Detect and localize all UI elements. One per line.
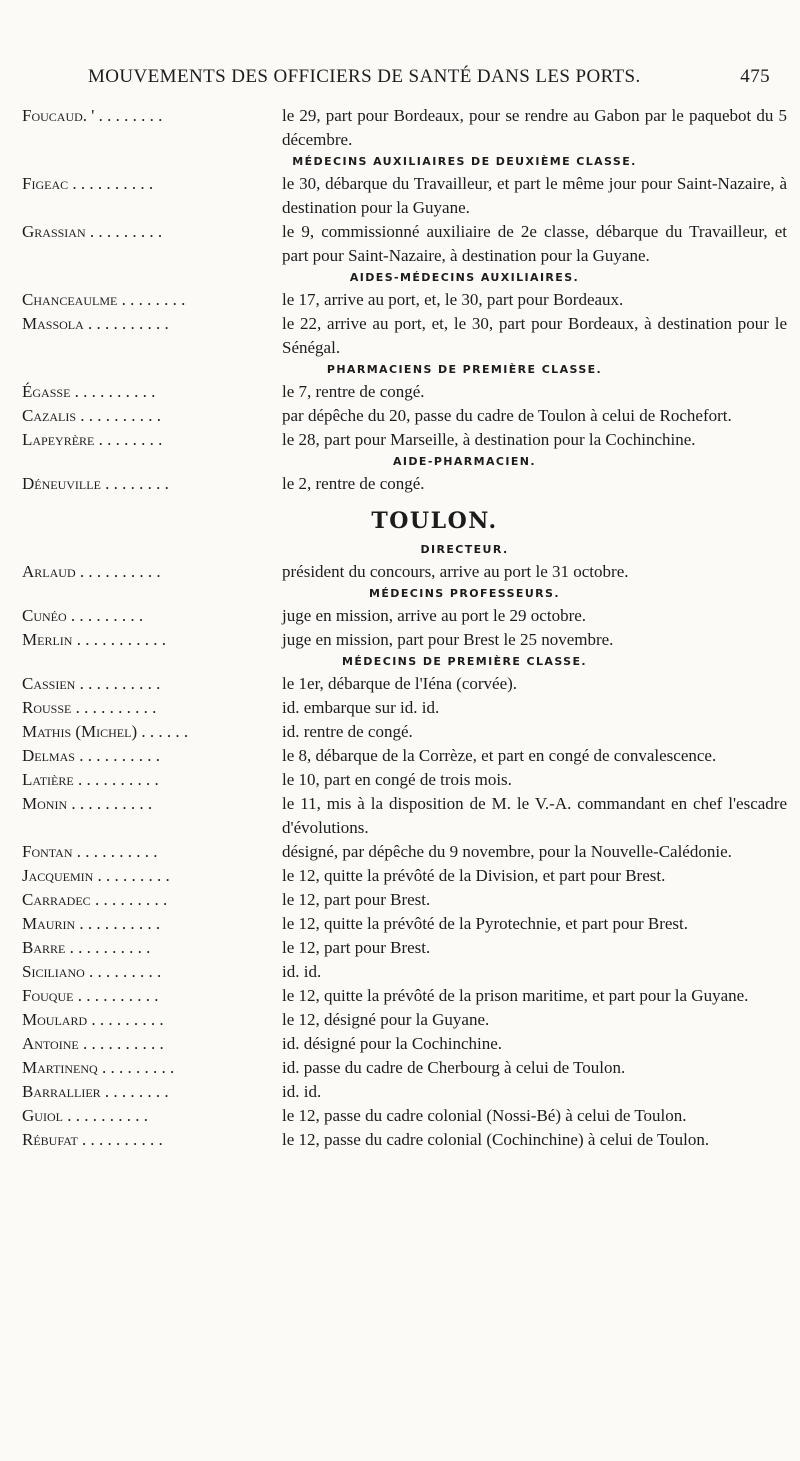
- movement-description: le 29, part pour Bordeaux, pour se rendre au Gabon par le paquebot du 5 décembre.: [282, 106, 787, 149]
- entry-name-cell: [22, 428, 282, 452]
- section-heading: DIRECTEUR.: [420, 543, 509, 556]
- page-number: 475: [740, 66, 770, 87]
- entry-name-cell: [22, 888, 282, 912]
- entry-row: [22, 404, 787, 428]
- officer-name: Fontan: [22, 842, 73, 861]
- leader-dots: . . . . . . . .: [121, 290, 186, 309]
- city-heading: TOULON.: [371, 508, 498, 534]
- entry-row: [22, 960, 787, 984]
- entry-name-cell: [22, 744, 282, 768]
- leader-dots: . . . . . . . . . .: [82, 1034, 164, 1053]
- officer-name: Delmas: [22, 746, 75, 765]
- movement-description: le 12, part pour Brest.: [282, 938, 431, 957]
- entry-name-cell: [22, 312, 282, 336]
- section-heading: AIDES-MÉDECINS AUXILIAIRES.: [349, 271, 580, 284]
- entry-row: [22, 864, 787, 888]
- officer-name: Grassian: [22, 222, 86, 241]
- entry-row: [22, 288, 787, 312]
- officer-name: Jacquemin: [22, 866, 94, 885]
- entry-name-cell: [22, 104, 282, 128]
- section-heading: MÉDECINS DE PREMIÈRE CLASSE.: [342, 655, 587, 668]
- entry-name-cell: [22, 628, 282, 652]
- entry-row: [22, 1032, 787, 1056]
- officer-name: Rousse: [22, 698, 72, 717]
- movement-description: juge en mission, part pour Brest le 25 novembre.: [282, 630, 614, 649]
- movement-description: le 10, part en congé de trois mois.: [282, 770, 512, 789]
- leader-dots: . . . . . . . . . .: [79, 914, 161, 933]
- movement-description: id. passe du cadre de Cherbourg à celui de Toulon.: [282, 1058, 626, 1077]
- officer-name: Mathis (Michel): [22, 722, 138, 741]
- movement-description: le 7, rentre de congé.: [282, 382, 425, 401]
- officer-name: Monin: [22, 794, 68, 813]
- entry-name-cell: [22, 840, 282, 864]
- leader-dots: . . . . . . . . .: [70, 606, 144, 625]
- entry-name-cell: [22, 1104, 282, 1128]
- movement-description: le 12, passe du cadre colonial (Cochinchine) à celui de Toulon.: [282, 1130, 710, 1149]
- entry-row: [22, 1128, 787, 1152]
- leader-dots: . . . . . . . . . .: [71, 794, 153, 813]
- officer-name: Cunéo: [22, 606, 67, 625]
- movement-description: le 12, part pour Brest.: [282, 890, 431, 909]
- officer-name: Maurin: [22, 914, 76, 933]
- officer-name: Figeac: [22, 174, 69, 193]
- movement-description: juge en mission, arrive au port le 29 octobre.: [282, 606, 587, 625]
- leader-dots: . . . . . . . . . .: [79, 746, 160, 765]
- entry-row: [22, 768, 787, 792]
- leader-dots: . . . . . . . .: [104, 1082, 169, 1101]
- leader-dots: . . . . . . . .: [98, 430, 163, 449]
- entry-row: [22, 840, 787, 864]
- running-title: MOUVEMENTS DES OFFICIERS DE SANTÉ DANS LES PORTS.: [88, 66, 641, 87]
- movement-description: le 12, passe du cadre colonial (Nossi-Bé) à celui de Toulon.: [282, 1106, 687, 1125]
- section-heading: PHARMACIENS DE PREMIÈRE CLASSE.: [326, 363, 603, 376]
- entry-row: [22, 888, 787, 912]
- leader-dots: . . . . . . . . . .: [69, 938, 151, 957]
- movement-description: président du concours, arrive au port le 31 octobre.: [282, 562, 629, 581]
- entry-row: [22, 936, 787, 960]
- leader-dots: . . . . . . . . . .: [77, 770, 159, 789]
- entry-name-cell: [22, 1080, 282, 1104]
- officer-name: Massola: [22, 314, 84, 333]
- leader-dots: . . . . . . . .: [98, 106, 163, 125]
- officer-name: Égasse: [22, 382, 71, 401]
- leader-dots: . . . . . . . . . .: [88, 314, 169, 333]
- movement-description: le 30, débarque du Travailleur, et part le même jour pour Saint-Nazaire, à destination pour la Guyane.: [282, 174, 787, 217]
- entry-row: [22, 744, 787, 768]
- movement-description: le 28, part pour Marseille, à destination pour la Cochinchine.: [282, 430, 696, 449]
- movement-description: id. rentre de congé.: [282, 722, 413, 741]
- entry-row: [22, 472, 787, 496]
- movement-description: le 12, quitte la prévôté de la Pyrotechnie, et part pour Brest.: [282, 914, 688, 933]
- entry-row: [22, 604, 787, 628]
- leader-dots: . . . . . . . . .: [94, 890, 168, 909]
- entry-row: [22, 220, 787, 268]
- movement-description: le 12, désigné pour la Guyane.: [282, 1010, 490, 1029]
- entry-row: [22, 1008, 787, 1032]
- leader-dots: . . . . . . . . . .: [74, 382, 156, 401]
- officer-name: Rébufat: [22, 1130, 78, 1149]
- officer-name: Martinenq: [22, 1058, 98, 1077]
- officer-name: Moulard: [22, 1010, 88, 1029]
- entry-name-cell: [22, 768, 282, 792]
- officer-name: Lapeyrère: [22, 430, 95, 449]
- entry-name-cell: [22, 472, 282, 496]
- entry-name-cell: [22, 172, 282, 196]
- movement-description: le 11, mis à la disposition de M. le V.-A. commandant en chef l'escadre d'évolutions.: [282, 794, 787, 837]
- officer-name: Fouque: [22, 986, 74, 1005]
- entry-row: [22, 912, 787, 936]
- leader-dots: . . . . . . . . .: [101, 1058, 175, 1077]
- entry-name-cell: [22, 404, 282, 428]
- entry-name-cell: [22, 1056, 282, 1080]
- section-heading: MÉDECINS PROFESSEURS.: [369, 587, 560, 600]
- leader-dots: . . . . . . . . . .: [72, 174, 154, 193]
- leader-dots: . . . . . . . . . .: [82, 1130, 163, 1149]
- leader-dots: . . . . . . . . . .: [75, 698, 157, 717]
- entry-name-cell: [22, 864, 282, 888]
- leader-dots: . . . . . . . . . .: [76, 842, 158, 861]
- leader-dots: . . . . . . . . . .: [80, 406, 162, 425]
- page-body: [22, 104, 787, 1152]
- entry-row: [22, 312, 787, 360]
- officer-name: Merlin: [22, 630, 73, 649]
- entry-name-cell: [22, 936, 282, 960]
- entry-name-cell: [22, 792, 282, 816]
- entry-row: [22, 792, 787, 840]
- entry-name-cell: [22, 1128, 282, 1152]
- movement-description: le 22, arrive au port, et, le 30, part pour Bordeaux, à destination pour le Sénégal.: [282, 314, 787, 357]
- entry-row: [22, 172, 787, 220]
- entry-name-cell: [22, 720, 282, 744]
- officer-name: Barre: [22, 938, 66, 957]
- officer-name: Arlaud: [22, 562, 76, 581]
- movement-description: le 9, commissionné auxiliaire de 2e classe, débarque du Travailleur, et part pour Saint-Nazaire, à destination pour la Guyane.: [282, 222, 787, 265]
- movement-description: id. embarque sur id. id.: [282, 698, 440, 717]
- entry-row: [22, 104, 787, 152]
- officer-name: Antoine: [22, 1034, 79, 1053]
- leader-dots: . . . . . .: [141, 722, 189, 741]
- leader-dots: . . . . . . . . . .: [67, 1106, 148, 1125]
- leader-dots: . . . . . . . . .: [91, 1010, 164, 1029]
- leader-dots: . . . . . . . .: [105, 474, 169, 493]
- officer-name: Déneuville: [22, 474, 101, 493]
- entry-row: [22, 1056, 787, 1080]
- movement-description: le 8, débarque de la Corrèze, et part en congé de convalescence.: [282, 746, 717, 765]
- leader-dots: . . . . . . . . . .: [77, 986, 159, 1005]
- movement-description: le 12, quitte la prévôté de la Division, et part pour Brest.: [282, 866, 666, 885]
- officer-name: Barrallier: [22, 1082, 101, 1101]
- leader-dots: . . . . . . . . . .: [79, 562, 161, 581]
- movement-description: id. id.: [282, 1082, 322, 1101]
- officer-name: Foucaud. ': [22, 106, 95, 125]
- leader-dots: . . . . . . . . .: [89, 962, 162, 981]
- officer-name: Guiol: [22, 1106, 63, 1125]
- section-heading: MÉDECINS AUXILIAIRES DE DEUXIÈME CLASSE.: [292, 155, 637, 168]
- entry-name-cell: [22, 604, 282, 628]
- movement-description: désigné, par dépêche du 9 novembre, pour la Nouvelle-Calédonie.: [282, 842, 732, 861]
- entry-row: [22, 672, 787, 696]
- entry-name-cell: [22, 1008, 282, 1032]
- officer-name: Latière: [22, 770, 74, 789]
- running-header: [88, 66, 770, 88]
- leader-dots: . . . . . . . . .: [89, 222, 163, 241]
- officer-name: Siciliano: [22, 962, 85, 981]
- entry-row: [22, 720, 787, 744]
- officer-name: Carradec: [22, 890, 91, 909]
- movement-description: le 12, quitte la prévôté de la prison maritime, et part pour la Guyane.: [282, 986, 749, 1005]
- entry-row: [22, 428, 787, 452]
- entry-name-cell: [22, 912, 282, 936]
- entry-name-cell: [22, 560, 282, 584]
- entry-row: [22, 380, 787, 404]
- entry-row: [22, 1080, 787, 1104]
- entry-name-cell: [22, 984, 282, 1008]
- movement-description: par dépêche du 20, passe du cadre de Toulon à celui de Rochefort.: [282, 406, 732, 425]
- entry-name-cell: [22, 960, 282, 984]
- officer-name: Cazalis: [22, 406, 77, 425]
- movement-description: id. désigné pour la Cochinchine.: [282, 1034, 503, 1053]
- entry-name-cell: [22, 696, 282, 720]
- movement-description: id. id.: [282, 962, 322, 981]
- entry-name-cell: [22, 288, 282, 312]
- movement-description: le 1er, débarque de l'Iéna (corvée).: [282, 674, 518, 693]
- section-heading: AIDE-PHARMACIEN.: [393, 455, 536, 468]
- entry-name-cell: [22, 380, 282, 404]
- entry-name-cell: [22, 220, 282, 244]
- leader-dots: . . . . . . . . . . .: [76, 630, 166, 649]
- leader-dots: . . . . . . . . . .: [79, 674, 161, 693]
- entry-row: [22, 628, 787, 652]
- leader-dots: . . . . . . . . .: [97, 866, 170, 885]
- entry-row: [22, 1104, 787, 1128]
- entry-name-cell: [22, 1032, 282, 1056]
- movement-description: le 17, arrive au port, et, le 30, part pour Bordeaux.: [282, 290, 624, 309]
- entry-row: [22, 560, 787, 584]
- officer-name: Cassien: [22, 674, 76, 693]
- officer-name: Chanceaulme: [22, 290, 118, 309]
- entry-name-cell: [22, 672, 282, 696]
- entry-row: [22, 696, 787, 720]
- movement-description: le 2, rentre de congé.: [282, 474, 425, 493]
- entry-row: [22, 984, 787, 1008]
